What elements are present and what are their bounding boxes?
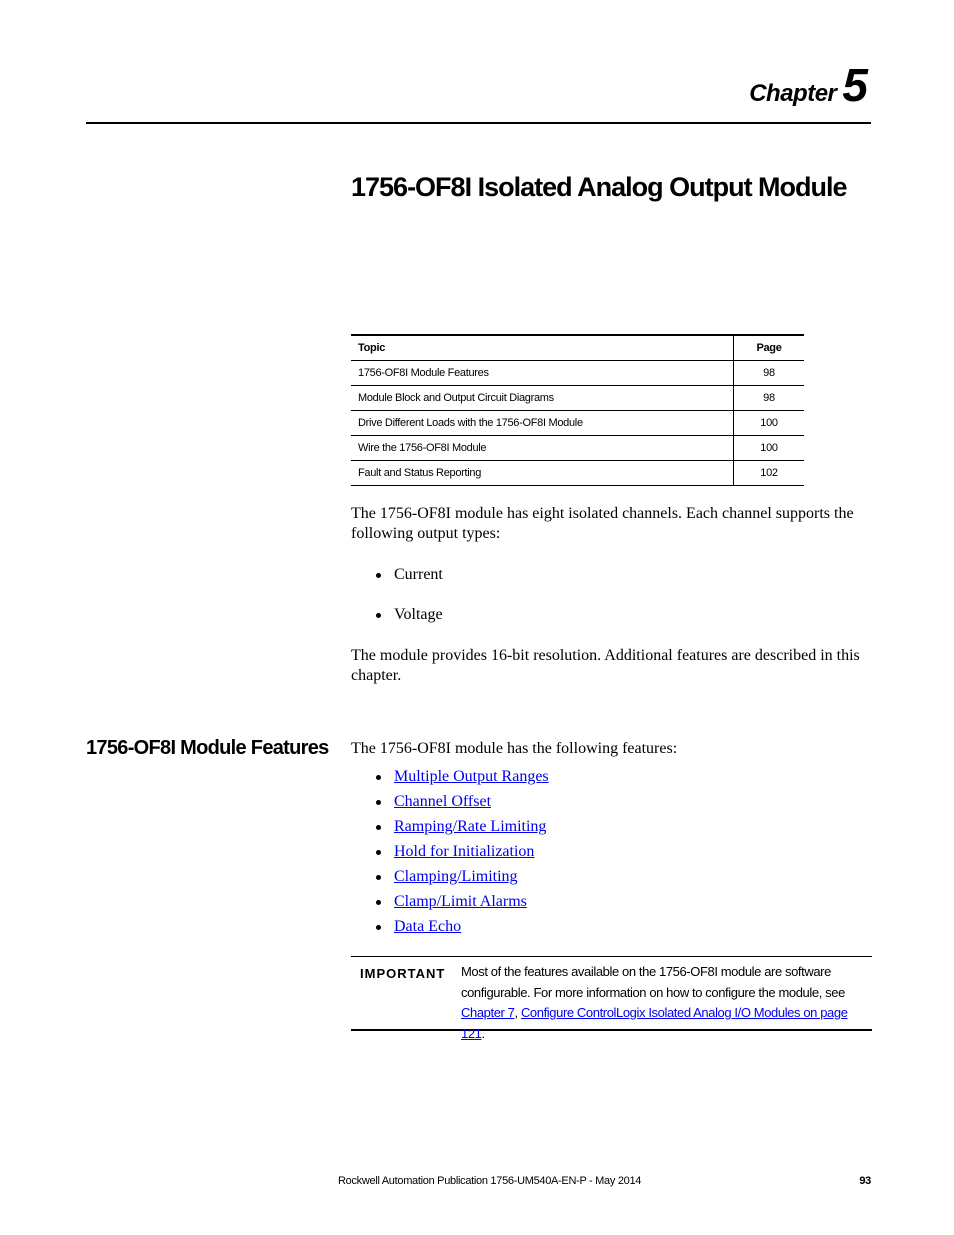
list-item — [373, 864, 549, 889]
link-clamping-limiting[interactable]: Clamping/Limiting — [394, 868, 518, 885]
publication-info: Rockwell Automation Publication 1756-UM540A-EN-P - May 2014 — [338, 1175, 642, 1187]
chapter-number: 5 — [842, 59, 868, 111]
important-text — [461, 962, 866, 1044]
bullet-icon — [376, 925, 381, 930]
bullet-icon — [376, 800, 381, 805]
table-row — [351, 361, 804, 386]
bullet-icon — [376, 875, 381, 880]
link-chapter-7[interactable]: Chapter 7 — [461, 1005, 515, 1020]
link-hold-for-initialization[interactable]: Hold for Initialization — [394, 843, 535, 860]
list-item — [373, 605, 443, 625]
list-item — [373, 764, 549, 789]
topics-table — [351, 334, 804, 486]
chapter-divider — [86, 122, 871, 124]
list-item — [373, 839, 549, 864]
table-row — [351, 461, 804, 486]
intro-paragraph: The 1756-OF8I module has eight isolated channels. Each channel supports the following output types: — [351, 505, 854, 542]
chapter-label: Chapter — [749, 80, 837, 107]
list-item — [373, 565, 443, 585]
page-cell: 98 — [734, 361, 805, 386]
bullet-icon — [376, 900, 381, 905]
resolution-paragraph: The module provides 16-bit resolution. Additional features are described in this chapter. — [351, 647, 860, 684]
page-number: 93 — [859, 1175, 871, 1187]
bullet-icon — [376, 850, 381, 855]
link-ramping-rate-limiting[interactable]: Ramping/Rate Limiting — [394, 818, 547, 835]
chapter-heading — [749, 59, 868, 111]
important-separator: , — [514, 1005, 521, 1020]
important-label: IMPORTANT — [360, 966, 446, 981]
list-item — [373, 814, 549, 839]
topic-cell: Wire the 1756-OF8I Module — [351, 436, 734, 461]
bullet-icon — [376, 573, 381, 578]
table-row — [351, 411, 804, 436]
list-item — [373, 789, 549, 814]
topic-column-header: Topic — [351, 335, 734, 361]
topic-cell: Module Block and Output Circuit Diagrams — [351, 386, 734, 411]
page-cell: 102 — [734, 461, 805, 486]
output-types-list — [373, 565, 443, 625]
page-title: 1756-OF8I Isolated Analog Output Module — [351, 172, 847, 202]
list-item — [373, 914, 549, 939]
important-callout — [351, 956, 872, 1041]
table-header-row — [351, 335, 804, 361]
link-channel-offset[interactable]: Channel Offset — [394, 793, 492, 810]
important-body: Most of the features available on the 1756-OF8I module are software configurable. For more information on how to configure the module, see — [461, 964, 845, 1000]
features-list — [373, 764, 549, 939]
section-heading: 1756-OF8I Module Features — [86, 737, 329, 759]
table-row — [351, 436, 804, 461]
link-data-echo[interactable]: Data Echo — [394, 918, 462, 935]
topic-cell: Fault and Status Reporting — [351, 461, 734, 486]
output-type-current: Current — [394, 566, 443, 583]
page-cell: 98 — [734, 386, 805, 411]
page-column-header: Page — [734, 335, 805, 361]
topic-cell: Drive Different Loads with the 1756-OF8I Module — [351, 411, 734, 436]
page-cell: 100 — [734, 411, 805, 436]
bullet-icon — [376, 775, 381, 780]
topic-cell: 1756-OF8I Module Features — [351, 361, 734, 386]
output-type-voltage: Voltage — [394, 606, 443, 623]
important-end: . — [481, 1025, 485, 1041]
features-lead: The 1756-OF8I module has the following features: — [351, 740, 678, 757]
table-row — [351, 386, 804, 411]
bullet-icon — [376, 825, 381, 830]
bullet-icon — [376, 613, 381, 618]
list-item — [373, 889, 549, 914]
link-multiple-output-ranges[interactable]: Multiple Output Ranges — [394, 768, 549, 785]
link-configure-modules[interactable]: Configure ControlLogix Isolated Analog I/O Modules on page 121 — [461, 1005, 848, 1041]
page-cell: 100 — [734, 436, 805, 461]
link-clamp-limit-alarms[interactable]: Clamp/Limit Alarms — [394, 893, 527, 910]
